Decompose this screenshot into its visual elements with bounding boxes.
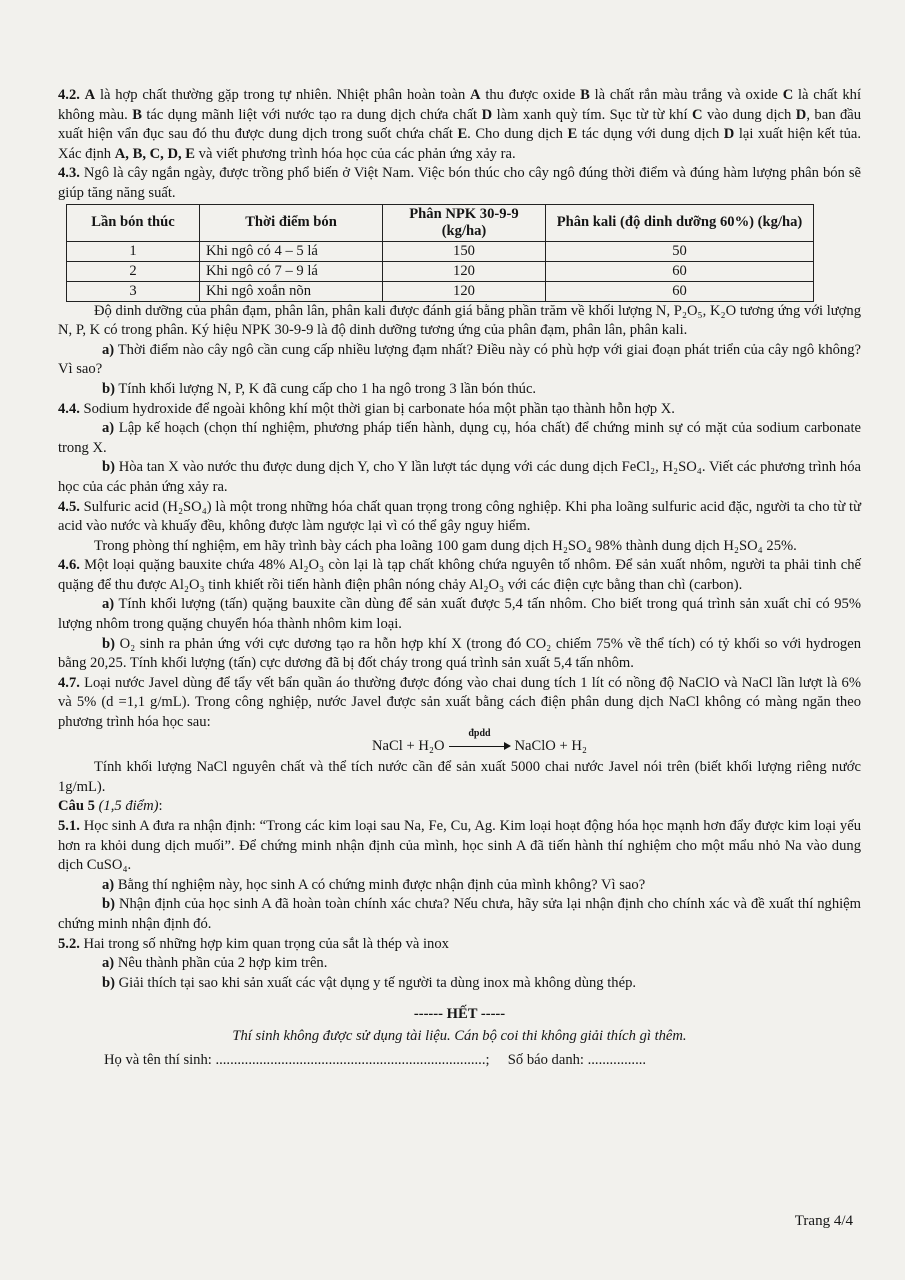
text: Loại nước Javel dùng để tẩy vết bẩn quần áo thường được đóng vào chai dung tích 1 lít có nồng độ NaClO và NaCl lần lượt là 6% và 5% (d =1,1 g/mL). Trong công nghiệp, nước Javel được sản xuất bằng cách điện phân dung dịch NaCl không có màng ngăn theo phương trình hóa học sau:	[58, 674, 861, 731]
table-header-row	[67, 204, 814, 241]
section-cau-5	[58, 797, 861, 817]
text: là hợp chất thường gặp trong tự nhiên. Nhiệt phân hoàn toàn	[95, 87, 471, 103]
question-4-2	[58, 86, 861, 164]
text: Ngô là cây ngắn ngày, được trồng phổ biến ở Việt Nam. Việc bón thúc cho cây ngô đúng thời điểm và đúng hàm lượng phân bón sẽ giúp tăng năng suất.	[58, 165, 861, 201]
table-cell: 120	[383, 261, 546, 281]
candidate-name-blank: ..........................................................................;	[211, 1051, 490, 1068]
question-4-5	[58, 498, 861, 537]
table-row	[67, 261, 814, 281]
text: làm xanh quỳ tím. Sục từ từ khí	[492, 106, 692, 123]
q43-part-b	[58, 380, 861, 400]
q43-part-a	[58, 341, 861, 380]
part-label: a)	[102, 420, 115, 437]
text: Tính khối lượng (tấn) quặng bauxite cần dùng để sản xuất được 5,4 tấn nhôm. Cho biết trong quá trình sản xuất chỉ có 95% lượng nhôm trong quặng chuyển hóa thành nhôm kim loại.	[58, 596, 861, 633]
text: Hòa tan X vào nước thu được dung dịch Y, cho Y lần lượt tác dụng với các dung dịch FeCl₂, H₂SO₄. Viết các phương trình hóa học của các phản ứng xảy ra.	[58, 459, 861, 495]
q44-part-b	[58, 458, 861, 497]
part-label: b)	[102, 896, 115, 913]
exam-note: Thí sinh không được sử dụng tài liệu. Cán bộ coi thi không giải thích gì thêm.	[232, 1027, 687, 1044]
var: D	[795, 106, 807, 123]
table-row	[67, 241, 814, 261]
part-label: a)	[102, 596, 115, 613]
text: Tính khối lượng N, P, K đã cung cấp cho 1 ha ngô trong 3 lần bón thúc.	[114, 380, 537, 397]
table-cell: 3	[67, 281, 200, 301]
table-cell: 1	[67, 241, 200, 261]
part-label: a)	[102, 955, 115, 972]
text: Lập kế hoạch (chọn thí nghiệm, phương pháp tiến hành, dụng cụ, hóa chất) để chứng minh sự có mặt của sodium carbonate trong X.	[58, 420, 861, 456]
text: Bằng thí nghiệm này, học sinh A có chứng minh được nhận định của mình không? Vì sao?	[114, 876, 646, 893]
var: B	[132, 106, 142, 123]
table-header: Lần bón thúc	[67, 204, 200, 241]
part-label: b)	[102, 459, 115, 476]
q52-part-b	[58, 974, 861, 994]
text: vào dung dịch	[702, 106, 796, 123]
var: D	[481, 106, 493, 123]
table-header: Phân NPK 30-9-9 (kg/ha)	[383, 204, 546, 241]
question-5-1	[58, 817, 861, 876]
text: Thời điểm nào cây ngô cần cung cấp nhiều lượng đạm nhất? Điều này có phù hợp với giai đoạn phát triển của cây ngô không? Vì sao?	[58, 341, 861, 378]
var: A	[470, 87, 481, 103]
part-label: a)	[102, 341, 115, 358]
question-number: 4.2.	[58, 87, 80, 103]
question-4-6	[58, 556, 861, 595]
text: Giải thích tại sao khi sản xuất các vật dụng y tế người ta dùng inox mà không dùng thép.	[114, 974, 637, 991]
reaction-arrow-icon	[449, 728, 511, 753]
table-row	[67, 281, 814, 301]
question-number: 5.2.	[58, 935, 80, 952]
var: C	[782, 87, 794, 103]
text: lại xuất hiện kết tủa. Xác định	[58, 126, 861, 162]
question-5-2	[58, 935, 861, 955]
section-title: Câu 5	[58, 798, 95, 815]
question-number: 4.4.	[58, 400, 80, 417]
var: E	[567, 126, 578, 143]
candidate-name-label: Họ và tên thí sinh:	[104, 1051, 212, 1068]
section-points: (1,5 điểm)	[98, 798, 159, 815]
table-cell: Khi ngô có 7 – 9 lá	[200, 261, 383, 281]
q45-text2: Trong phòng thí nghiệm, em hãy trình bày cách pha loãng 100 gam dung dịch H₂SO₄ 98% thành dung dịch H₂SO₄ 25%.	[94, 537, 797, 554]
text: tác dụng mãnh liệt với nước tạo ra dung dịch chứa chất	[141, 106, 482, 123]
text: , ban đầu xuất hiện vẩn đục sau đó thu được dung dịch trong suốt chứa chất	[58, 106, 862, 143]
fertilizer-table	[66, 204, 814, 302]
question-4-7	[58, 674, 861, 733]
text: thu được oxide	[480, 87, 581, 103]
equation-reactants: NaCl + H₂O	[372, 737, 445, 754]
var: C	[691, 106, 703, 123]
question-number: 4.6.	[58, 557, 80, 574]
question-number: 4.5.	[58, 498, 80, 515]
q51-part-a	[58, 876, 861, 896]
end-marker: ------ HẾT -----	[413, 1006, 506, 1023]
part-label: b)	[102, 380, 115, 397]
part-label: a)	[102, 876, 115, 893]
table-header: Thời điểm bón	[200, 204, 383, 241]
table-cell: 50	[546, 241, 814, 261]
text: Một loại quặng bauxite chứa 48% Al₂O₃ còn lại là tạp chất không chứa nguyên tố nhôm. Để sản xuất nhôm, người ta phải tinh chế quặng để thu được Al₂O₃ tinh khiết rồi tiến hành điện phân nóng chảy Al₂O₃ với các điện cực bằng than chì (carbon).	[58, 557, 861, 593]
question-number: 5.1.	[58, 818, 80, 834]
page-number: Trang 4/4	[794, 1213, 853, 1229]
candidate-info	[58, 1051, 861, 1071]
text: Nhận định của học sinh A đã hoàn toàn chính xác chưa? Nếu chưa, hãy sửa lại nhận định cho chính xác và đề xuất thí nghiệm chứng minh nhận định đó.	[58, 896, 861, 932]
table-cell: 2	[67, 261, 200, 281]
table-header: Phân kali (độ dinh dưỡng 60%) (kg/ha)	[546, 204, 814, 241]
text: là chất rắn màu trắng và oxide	[589, 87, 783, 103]
text: và viết phương trình hóa học của các phản ứng xảy ra.	[195, 145, 516, 162]
var: E	[457, 126, 468, 143]
table-cell: 60	[546, 261, 814, 281]
part-label: b)	[102, 635, 115, 652]
var: D	[723, 126, 735, 143]
table-cell: 120	[383, 281, 546, 301]
text: Sodium hydroxide để ngoài không khí một thời gian bị carbonate hóa một phần tạo thành hỗn hợp X.	[79, 400, 675, 417]
text: :	[158, 798, 163, 815]
var: A, B, C, D, E	[114, 145, 196, 162]
table-cell: 150	[383, 241, 546, 261]
reaction-condition: đpdd	[468, 728, 491, 740]
q51-part-b	[58, 895, 861, 934]
equation-products: NaClO + H₂	[514, 737, 587, 754]
q43-description: Độ dinh dưỡng của phân đạm, phân lân, phân kali được đánh giá bằng phần trăm về khối lượng N, P₂O₅, K₂O tương ứng với lượng N, P, K có trong phân. Ký hiệu NPK 30-9-9 là độ dinh dưỡng tương ứng của phân đạm, phân lân, phân kali.	[58, 302, 861, 339]
q52-part-a	[58, 954, 861, 974]
question-4-4	[58, 400, 861, 420]
text: tác dụng với dung dịch	[577, 126, 724, 143]
q44-part-a	[58, 419, 861, 458]
var: A	[84, 87, 96, 103]
var: B	[580, 87, 590, 103]
text: Nêu thành phần của 2 hợp kim trên.	[114, 955, 328, 972]
text: là chất khí không màu.	[58, 87, 862, 123]
text: Học sinh A đưa ra nhận định: “Trong các kim loại sau Na, Fe, Cu, Ag. Kim loại hoạt động hóa học mạnh hơn đẩy được kim loại yếu hơn ra khỏi dung dịch muối”. Để chứng minh nhận định của mình, học sinh A đã tiến hành thí nghiệm cho một mẩu nhỏ Na vào dung dịch CuSO₄.	[58, 818, 861, 874]
text: . Cho dung dịch	[467, 126, 568, 143]
q47-text2: Tính khối lượng NaCl nguyên chất và thể tích nước cần để sản xuất 5000 chai nước Javel nói trên (biết khối lượng riêng nước 1g/mL).	[58, 759, 861, 795]
question-number: 4.7.	[58, 674, 80, 691]
electrolysis-equation	[98, 728, 861, 757]
text: O₂ sinh ra phản ứng với cực dương tạo ra hỗn hợp khí X (trong đó CO₂ chiếm 75% về thể tích) có tỷ khối so với hydrogen bằng 20,25. Tính khối lượng (tấn) cực dương đã bị đốt cháy trong quá trình sản xuất 5,4 tấn nhôm.	[58, 635, 861, 672]
question-number: 4.3.	[58, 165, 80, 182]
part-label: b)	[102, 974, 115, 991]
text: Sulfuric acid (H₂SO₄) là một trong những hóa chất quan trọng trong công nghiệp. Khi pha loãng sulfuric acid đặc, người ta cho từ từ acid vào nước và khuấy đều, không được làm ngược lại vì có thể gây nguy hiểm.	[58, 498, 861, 535]
question-4-3	[58, 164, 861, 203]
table-cell: Khi ngô có 4 – 5 lá	[200, 241, 383, 261]
candidate-number-label: Số báo danh:	[507, 1051, 584, 1068]
table-cell: Khi ngô xoắn nõn	[200, 281, 383, 301]
table-cell: 60	[546, 281, 814, 301]
candidate-number-blank: ................	[583, 1051, 647, 1068]
q46-part-a	[58, 595, 861, 634]
text: Hai trong số những hợp kim quan trọng của sắt là thép và inox	[79, 935, 449, 952]
q46-part-b	[58, 635, 861, 674]
